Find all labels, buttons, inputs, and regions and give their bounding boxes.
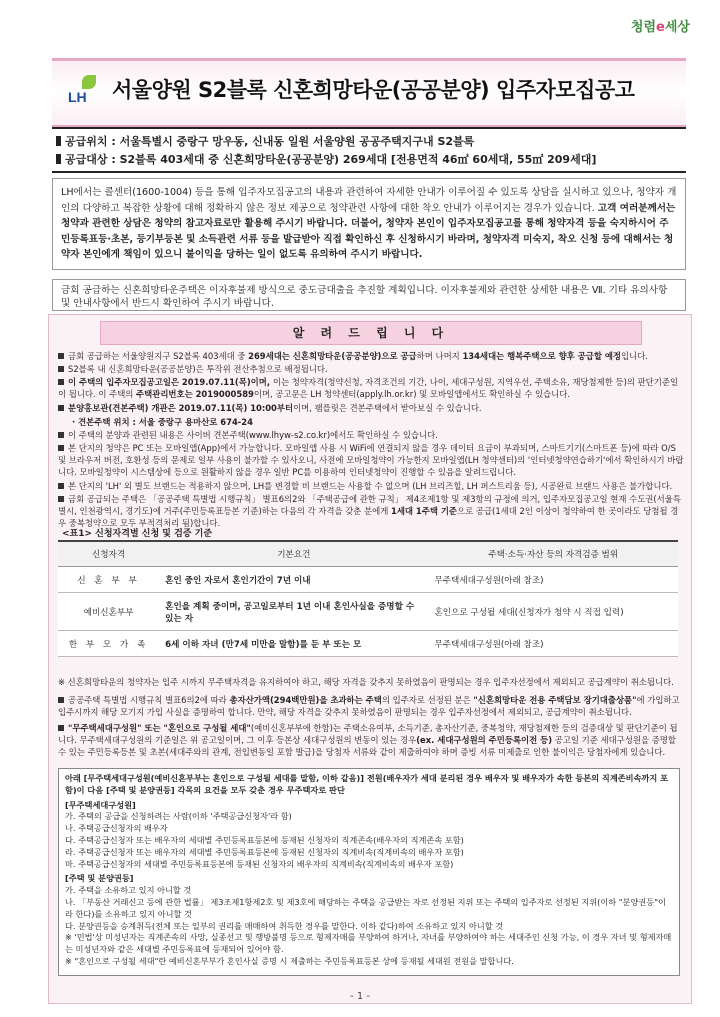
supply-target-row bbox=[56, 151, 596, 167]
bullet-bold: "신혼희망타운 전용 주택담보 장기대출상품" bbox=[473, 695, 637, 705]
bullet-text: 금회 공급하는 서울양원지구 S2블록 403세대 중 bbox=[68, 351, 249, 361]
corner-logo-text: 청렴 bbox=[630, 20, 657, 35]
bullet-item bbox=[58, 429, 684, 441]
loan-notice: 금회 공급하는 신혼희망타운주택은 이자후불제 방식으로 중도금대출을 추진할 계획입니다. 이자후불제와 관련한 상세한 내용은 Ⅶ. 기타 유의사항 및 안내사항에서 반드시 확인하여 주시기 바랍니다. bbox=[52, 279, 686, 311]
showroom-location bbox=[72, 416, 698, 428]
bullet-text: 에 가입하고 입주시까지 해당 모기지 가입 사실을 증명하여 합니다. 만약, 해당 자격을 갖추지 못하였음이 판명되는 경우 입주자선정에서 제외되고, 공급계약이 취소됩니다. bbox=[58, 695, 680, 718]
intro-text: LH에서는 콜센터(1600-1004) 등을 통해 입주자모집공고의 내용과 관련하여 자세한 안내가 이루어질 수 있도록 상담을 실시하고 있으나, 청약자 개인의 다양하고 복잡한 상황에 대해 정확하지 않은 정보 제공으로 청약관련 사항에 대한 착오 안내가 이루어지는 경우가 있습니다. bbox=[61, 187, 677, 214]
bullet-bold: 269세대는 신혼희망타운(공공분양)으로 공급 bbox=[248, 351, 417, 361]
bullet-item bbox=[58, 363, 684, 375]
table-header: 신청자격 bbox=[58, 541, 159, 567]
corner-logo-dot: e bbox=[656, 20, 665, 35]
bullet-bold: 134세대는 행복주택으로 향후 공급할 예정 bbox=[462, 351, 622, 361]
square-bullet-icon bbox=[58, 697, 64, 703]
table-cell: 혼인으로 구성될 세대(신청자가 청약 시 직접 입력) bbox=[428, 593, 678, 631]
square-bullet-icon bbox=[58, 483, 64, 489]
bullet-item bbox=[58, 350, 684, 362]
table-cell: 혼인을 계획 중이며, 공고일로부터 1년 이내 혼인사실을 증명할 수 있는 자 bbox=[159, 593, 428, 631]
bullet-item bbox=[58, 722, 684, 760]
bar-marker-icon bbox=[56, 136, 61, 146]
location-label: 공급위치 : bbox=[65, 135, 116, 148]
bullet-text: 이며, 공고문은 LH 청약센터(apply.lh.or.kr) 및 모바일앱에서도 확인하실 수 있습니다. bbox=[253, 389, 570, 400]
corner-logo-tail: 세상 bbox=[664, 20, 690, 35]
table-row bbox=[58, 593, 678, 631]
bullet-bold: 이 주택의 입주자모집공고일은 2019.07.11(목)이며, bbox=[68, 377, 273, 387]
document-title: 서울양원 S2블록 신혼희망타운(공공분양) 입주자모집공고 bbox=[112, 78, 635, 102]
criteria-item: 다. 주택공급신청자 또는 배우자의 세대별 주민등록표등본에 등재된 신청자의 직계존속(배우자의 직계존속 포함) bbox=[65, 834, 464, 845]
bullet-item bbox=[58, 694, 684, 719]
bullet-text: 입니다. bbox=[621, 351, 648, 361]
square-bullet-icon bbox=[58, 432, 64, 438]
square-bullet-icon bbox=[58, 366, 64, 372]
table-footnote: ※ 신혼희망타운의 청약자는 입주 시까지 무주택자격을 유지하여야 하고, 해당 자격을 갖추지 못하였음이 판명되는 경우 입주자선정에서 제외되고 공급계약이 취소됩니다. bbox=[58, 677, 674, 687]
table-header: 기본요건 bbox=[159, 541, 428, 567]
table-cell: 6세 이하 자녀 (만7세 미만을 말함)를 둔 부 또는 모 bbox=[159, 631, 428, 657]
qualification-table bbox=[58, 540, 678, 657]
table-cell: 혼인 중인 자로서 혼인기간이 7년 이내 bbox=[159, 567, 428, 593]
intro-bold-text: 고객 여러분께서는 청약과 관련한 상담은 청약의 참고자료로만 활용해 주시기 바랍니다. 더불어, 청약자 본인이 입주자모집공고를 통해 청약자격 등을 숙지하시어 주민등록표등·초본, 등기부등본 및 소득관련 서류 등을 발급받아 직접 확인하신 후 신청하시기 바라며, 청약자격 미숙지, 착오 신청 등에 대해서는 청약자 본인에게 책임이 있으니 불이익을 당하는 일이 없도록 유의하여 주시기 바랍니다. bbox=[61, 202, 676, 260]
table-cell: 한 부 모 가 족 bbox=[58, 631, 159, 657]
bullet-text: 이는 청약자격(청약신청, 자격조건의 기간, 나이, 세대구성원, 지역우선, 주택소유, 재당첨제한 등)의 판단기준일이 됩니다. bbox=[58, 377, 679, 400]
bullet-text: 본 단지의 'LH' 외 별도 브랜드는 적용하지 않으며, LH를 변경할 비 브랜드는 사용할 수 없으며 (LH 브리즈힐, LH 퍼스트리움 등), 시공완료 브랜드 사용은 불가합니다. bbox=[68, 481, 673, 491]
criteria-lead: 아래 [무주택세대구성원(예비신혼부부는 혼인으로 구성될 세대를 말함, 이하 같음)] 전원(배우자가 세대 분리된 경우 배우자 및 배우자가 속한 등본의 직계존비속까지 포함)이 다음 [주택 및 분양권등] 각목의 요건을 모두 갖춘 경우 무주택자로 판단 bbox=[65, 773, 669, 795]
bullet-text: 이며, 팸플릿은 견본주택에서 받아보실 수 있습니다. bbox=[293, 403, 482, 413]
corner-logo bbox=[631, 16, 690, 35]
bullet-text: 의 입주자로 선정된 분은 bbox=[381, 695, 474, 705]
location-value: 서울특별시 중랑구 망우동, 신내동 일원 서울양원 공공주택지구내 S2블록 bbox=[119, 135, 475, 148]
table-cell: 무주택세대구성원(아래 참조) bbox=[428, 567, 678, 593]
bullet-bold: 주택관리번호는 2019000589 bbox=[136, 389, 254, 400]
bullet-item bbox=[58, 376, 684, 401]
bullet-bold: 1세대 1주택 기준 bbox=[391, 506, 458, 517]
bullet-bold: 분양홍보관(견본주택) 개관은 2019.07.11(목) 10:00부터 bbox=[68, 403, 294, 413]
bullet-text: (예비신혼부부에 한함) bbox=[250, 723, 333, 733]
leaf-icon bbox=[82, 75, 96, 89]
bullet-bold: 총자산가액(294백만원)을 초과하는 주택 bbox=[229, 695, 382, 705]
homeless-criteria-box bbox=[58, 768, 680, 976]
notice-header: 알 려 드 립 니 다 bbox=[100, 321, 642, 345]
table-cell: 무주택세대구성원(아래 참조) bbox=[428, 631, 678, 657]
criteria-item: 나. 주택공급신청자의 배우자 bbox=[65, 823, 168, 834]
lh-logo-text: LH bbox=[68, 89, 87, 105]
supply-info bbox=[52, 127, 686, 173]
table-row bbox=[58, 631, 678, 657]
bullet-text: 이 주택의 분양과 관련된 내용은 사이버 견본주택(www.lhyw-s2.co.kr)에서도 확인하실 수 있습니다. bbox=[68, 430, 438, 440]
bullet-text: 이 주택의 bbox=[95, 389, 137, 400]
bullet-text: 는 주택소유여부, 소득기준, 총자산기준, 중복청약, 재당첨제한 등의 검증대상 및 판단기준이 됩니다. 무주택세대구성원의 기준일은 위 공고일이며, 그 이후 등본상 세대구성원의 변동이 있는 경우 bbox=[58, 723, 678, 746]
bullet-text: S2블록 내 신혼희망타운(공공분양)은 투작위 전산추첨으로 배정됩니다. bbox=[68, 364, 328, 374]
supply-location-row bbox=[56, 133, 474, 149]
table-row bbox=[58, 567, 678, 593]
square-bullet-icon bbox=[58, 496, 64, 502]
page-number: - 1 - bbox=[350, 991, 370, 1002]
bullet-item bbox=[58, 493, 684, 529]
criteria-item: 다. 분양권등을 승계취득(전체 또는 일부의 권리를 매매하여 취득한 경우를 말한다. 이하 같다)하여 소유하고 있지 아니할 것 bbox=[65, 920, 504, 931]
criteria-note: ※ '민법'상 미성년자는 직계존속의 사망, 실종선고 및 행방불명 등으로 형제자매를 부양하여 하거나, 자녀를 부양하여야 하는 세대주인 신청 가능, 이 경우 자녀 및 형제자매는 미성년자와 같은 세대별 주민등록표에 등재되어 있어야 함. bbox=[65, 932, 672, 955]
table-caption: <표1> 신청자격별 신청 및 검증 기준 bbox=[62, 529, 213, 539]
criteria-item: 가. 주택의 공급을 신청하려는 사람(이하 '주택공급신청자'라 함) bbox=[65, 811, 292, 822]
bullet-text: 공고일 기준 세대구성원을 증명할 수 있는 주민등록등본 및 초본(세대주와의 관계, 전입변동일 포함 발급)을 당첨자 서류와 같이 제출하여야 하며 증빙 서류 미제출로 인한 불이익은 당첨자에게 있습니다. bbox=[58, 735, 676, 758]
table-cell: 예비신혼부부 bbox=[58, 593, 159, 631]
criteria-item: 가. 주택을 소유하고 있지 아니할 것 bbox=[65, 885, 192, 896]
target-value: S2블록 403세대 중 신혼희망타운(공공분양) 269세대 [전용면적 46㎡ 60세대, 55㎡ 209세대] bbox=[119, 153, 597, 166]
bullet-text: 공공주택 특별법 시행규칙 별표6의2에 따라 bbox=[68, 695, 230, 705]
bullet-item bbox=[58, 402, 684, 414]
square-bullet-icon bbox=[58, 353, 64, 359]
bullet-text: 금회 공급되는 주택은 「공공주택 특별법 시행규칙」 별표6의2와 「주택공급에 관한 규칙」 제4조제1항 및 제3항의 규정에 의거, 입주자모집공고일 현재 수도권(서울특별시, 인천광역시, 경기도)에 거주(주민등록표등본 기준)하는 다음의 각 자격을 갖춘 분에게 bbox=[58, 494, 681, 517]
intro-notice bbox=[52, 178, 686, 270]
criteria-item: 나. 「부동산 거래신고 등에 관한 법률」 제3조제1항제2호 및 제3호에 해당하는 주택을 공급받는 자로 선정된 지위 또는 주택의 입주자로 선정된 지위(이하 "분양권등"이라 한다)를 소유하고 있지 아니할 것 bbox=[65, 896, 666, 919]
lh-logo bbox=[68, 75, 104, 107]
square-bullet-icon bbox=[58, 725, 64, 731]
bullet-text: 본 단지의 청약은 PC 또는 모바일앱(App)에서 가능합니다. 모바일앱 사용 시 WiFi에 연결되지 않을 경우 데이터 요금이 부과되며, 스마트기기(스마트폰 등)에 따라 O/S 및 브라우저 버전, 호환성 등의 문제로 일부 사용이 불가할 수 있사오니, 사전에 모바일청약이 가능한지 모바일앱(LH 청약센터)의 '인터넷청약연습하기'에서 확인하시기 바랍니다. 모바일청약이 시스템상에 등으로 원활하지 않을 경우 일반 PC를 이용하여 인터넷청약이 진행할 수 있음을 알려드립니다. bbox=[58, 443, 684, 478]
table-header: 주택·소득·자산 등의 자격검증 범위 bbox=[428, 541, 678, 567]
square-bullet-icon bbox=[58, 445, 64, 451]
square-bullet-icon bbox=[58, 379, 64, 385]
bullet-item bbox=[58, 480, 684, 492]
criteria-item: 라. 주택공급신청자 또는 배우자의 세대별 주민등록표등본에 등재된 신청자의 직계비속(직계비속의 배우자 포함) bbox=[65, 846, 464, 857]
bar-marker-icon bbox=[56, 154, 61, 164]
bullet-item bbox=[58, 442, 684, 479]
bullet-bold: · 견본주택 위치 : 서울 중랑구 용마산로 674-24 bbox=[72, 417, 253, 427]
criteria-heading: [무주택세대구성원] bbox=[65, 799, 136, 810]
square-bullet-icon bbox=[58, 405, 64, 411]
bullet-text: 으로 공급(1세대 2인 이상이 청약하여 한 곳이라도 당첨될 경우 중복청약으로 모두 부적격처리 됨)합니다. bbox=[58, 506, 679, 529]
criteria-note: ※ "혼인으로 구성될 세대"란 예비신혼부부가 혼인사실 증명 시 제출하는 주민등록표등본 상에 등재될 세대원 전원을 말합니다. bbox=[65, 955, 514, 966]
criteria-item: 마. 주택공급신청자의 세대별 주민등록표등본에 등재된 신청자의 배우자의 직계비속(직계비속의 배우자 포함) bbox=[65, 858, 454, 869]
bullet-bold: (ex. 세대구성원의 주민등록이전 등) bbox=[416, 735, 553, 746]
bullet-text: 하며 나머지 bbox=[416, 351, 463, 361]
bullet-bold: "무주택세대구성원" 또는 "혼인으로 구성될 세대" bbox=[68, 723, 251, 733]
target-label: 공급대상 : bbox=[65, 153, 116, 166]
criteria-heading: [주택 및 분양권등] bbox=[65, 873, 134, 884]
table-cell: 신 혼 부 부 bbox=[58, 567, 159, 593]
table-header-row bbox=[58, 541, 678, 567]
